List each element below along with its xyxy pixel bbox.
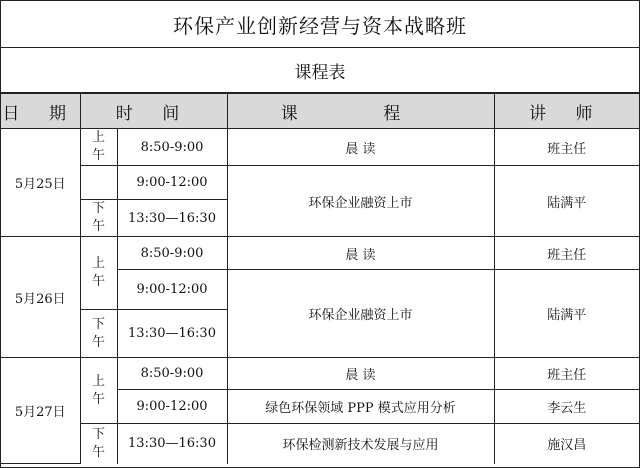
time-cell: 9:00-12:00	[117, 166, 227, 200]
time-cell: 13:30—16:30	[117, 424, 227, 464]
time-cell: 9:00-12:00	[117, 270, 227, 310]
table-row	[1, 358, 639, 390]
course-cell: 环保企业融资上市	[227, 166, 494, 237]
teacher-cell: 班主任	[494, 358, 639, 390]
date-cell: 5月25日	[1, 129, 80, 237]
schedule-table	[1, 94, 639, 464]
time-cell: 9:00-12:00	[117, 390, 227, 424]
course-cell: 绿色环保领域 PPP 模式应用分析	[227, 390, 494, 424]
teacher-cell: 李云生	[494, 390, 639, 424]
table-row	[1, 424, 639, 464]
course-cell: 晨 读	[227, 129, 494, 166]
table-row	[1, 237, 639, 270]
course-cell: 环保企业融资上市	[227, 270, 494, 358]
column-header-date: 日 期	[1, 94, 80, 129]
table-row	[1, 129, 639, 166]
document-subtitle: 课程表	[1, 48, 639, 94]
period-afternoon: 下 午	[80, 200, 117, 237]
course-cell: 晨 读	[227, 237, 494, 270]
period-afternoon: 下 午	[80, 424, 117, 464]
time-cell: 13:30—16:30	[117, 200, 227, 237]
period-morning: 上 午	[80, 358, 117, 424]
period-afternoon: 下 午	[80, 310, 117, 358]
teacher-cell: 陆满平	[494, 166, 639, 237]
time-cell: 8:50-9:00	[117, 358, 227, 390]
table-header-row	[1, 94, 639, 129]
time-cell: 13:30—16:30	[117, 310, 227, 358]
teacher-cell: 班主任	[494, 237, 639, 270]
course-cell: 晨 读	[227, 358, 494, 390]
time-cell: 8:50-9:00	[117, 129, 227, 166]
column-header-time: 时 间	[80, 94, 227, 129]
teacher-cell: 陆满平	[494, 270, 639, 358]
date-cell: 5月26日	[1, 237, 80, 358]
document-title: 环保产业创新经营与资本战略班	[1, 1, 639, 48]
time-cell: 8:50-9:00	[117, 237, 227, 270]
table-row	[1, 166, 639, 200]
period-morning: 上 午	[80, 237, 117, 310]
teacher-cell: 班主任	[494, 129, 639, 166]
course-cell: 环保检测新技术发展与应用	[227, 424, 494, 464]
date-cell: 5月27日	[1, 358, 80, 464]
column-header-course: 课 程	[227, 94, 494, 129]
column-header-teacher: 讲 师	[494, 94, 639, 129]
period-morning: 上 午	[80, 129, 117, 166]
teacher-cell: 施汉昌	[494, 424, 639, 464]
